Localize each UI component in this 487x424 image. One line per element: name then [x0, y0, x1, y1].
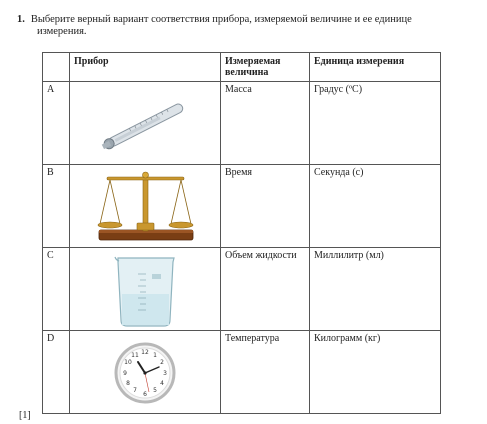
row-letter: C [43, 248, 70, 331]
svg-text:6: 6 [143, 391, 147, 398]
table-row-c [43, 248, 441, 331]
svg-text:4: 4 [160, 380, 164, 387]
quantity-cell: Объем жидкости [221, 248, 310, 331]
unit-cell: Килограмм (кг) [310, 331, 441, 414]
marks-label: [1] [19, 410, 31, 421]
quantity-cell: Температура [221, 331, 310, 414]
question-line-2: измерения. [37, 26, 87, 37]
quantity-cell: Время [221, 165, 310, 248]
matching-table [42, 52, 441, 414]
svg-text:7: 7 [133, 387, 137, 394]
header-device: Прибор [70, 53, 221, 82]
svg-text:2: 2 [160, 359, 164, 366]
table-header-row [43, 53, 441, 82]
svg-text:3: 3 [163, 370, 167, 377]
svg-text:11: 11 [131, 352, 139, 359]
balance-scale-icon [70, 165, 221, 248]
row-letter: A [43, 82, 70, 165]
header-unit: Единица измерения [310, 53, 441, 82]
device-cell [70, 331, 221, 414]
table-row-b [43, 165, 441, 248]
device-cell [70, 248, 221, 331]
row-letter: B [43, 165, 70, 248]
beaker-icon [70, 248, 221, 331]
unit-cell: Градус (ºС) [310, 82, 441, 165]
device-cell [70, 82, 221, 165]
svg-text:12: 12 [141, 349, 149, 356]
svg-text:9: 9 [123, 370, 127, 377]
row-letter: D [43, 331, 70, 414]
svg-text:5: 5 [153, 387, 157, 394]
clock-icon [70, 331, 221, 414]
svg-text:1: 1 [153, 352, 157, 359]
device-cell [70, 165, 221, 248]
table-row-d [43, 331, 441, 414]
svg-text:10: 10 [124, 359, 132, 366]
unit-cell: Миллилитр (мл) [310, 248, 441, 331]
thermometer-icon [70, 82, 221, 165]
unit-cell: Секунда (с) [310, 165, 441, 248]
table-row-a [43, 82, 441, 165]
question-line-1: Выберите верный вариант соответствия прибора, измеряемой величине и ее единице [30, 14, 412, 25]
svg-text:8: 8 [126, 380, 130, 387]
header-letter [43, 53, 70, 82]
question-text [17, 14, 479, 38]
header-quantity: Измеряемая величина [221, 53, 310, 82]
quantity-cell: Масса [221, 82, 310, 165]
question-number: 1. [17, 14, 25, 25]
